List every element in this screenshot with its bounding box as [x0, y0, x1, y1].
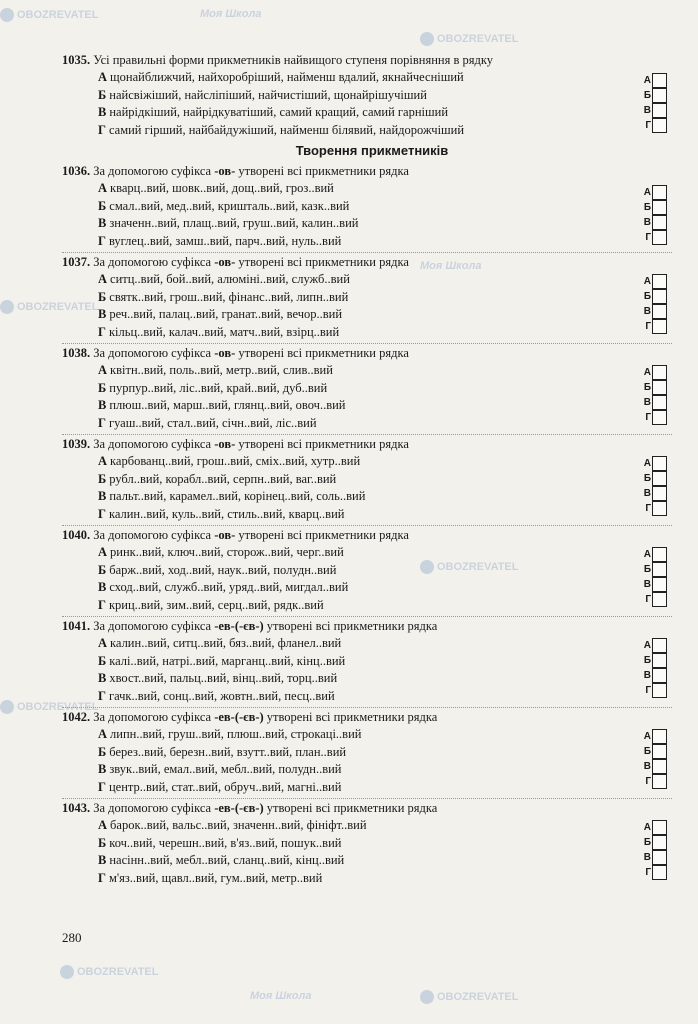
answer-boxes [637, 547, 667, 607]
watermark: OBOZREVATEL [420, 560, 518, 574]
answer-box-b[interactable]: Б [637, 653, 667, 668]
answer-box-a[interactable]: А [637, 547, 667, 562]
answer-box-a[interactable]: А [637, 73, 667, 88]
question-heading: 1036. За допомогою суфікса -ов- утворені всі прикметники рядка [62, 164, 409, 178]
question-1038 [62, 345, 672, 432]
watermark: OBOZREVATEL [0, 8, 98, 22]
answer-box-h[interactable]: Г [637, 410, 667, 425]
watermark-logo-icon [0, 8, 14, 22]
answer-box-a[interactable]: А [637, 185, 667, 200]
option-a: А липн..вий, груш..вий, плюш..вий, строкаці..вий [98, 727, 362, 741]
answer-box-b[interactable]: Б [637, 471, 667, 486]
answer-box-a[interactable]: А [637, 274, 667, 289]
answer-box-v[interactable]: В [637, 304, 667, 319]
answer-boxes [637, 73, 667, 133]
answer-box-h[interactable]: Г [637, 865, 667, 880]
watermark: Моя Школа [250, 990, 312, 1002]
option-v: В значенн..вий, плащ..вий, груш..вий, калин..вий [98, 216, 359, 230]
divider [62, 614, 672, 617]
option-v: В звук..вий, емал..вий, мебл..вий, полудн..вий [98, 762, 342, 776]
option-h: Г вуглец..вий, замш..вий, парч..вий, нуль..вий [98, 233, 342, 248]
option-b: Б коч..вий, черешн..вий, в'яз..вий, пошук..вий [98, 835, 342, 850]
question-1042 [62, 709, 672, 796]
answer-box-a[interactable]: А [637, 638, 667, 653]
answer-box-h[interactable]: Г [637, 118, 667, 133]
option-v: В плюш..вий, марш..вий, глянц..вий, овоч..вий [98, 398, 346, 412]
answer-box-v[interactable]: В [637, 103, 667, 118]
option-b: Б найсвіжіший, найсліпіший, найчистіший, щонайрішучіший [98, 87, 427, 102]
question-heading: 1040. За допомогою суфікса -ов- утворені всі прикметники рядка [62, 528, 409, 542]
option-v: В пальт..вий, карамел..вий, корінец..вий, соль..вий [98, 489, 366, 503]
answer-box-a[interactable]: А [637, 456, 667, 471]
option-a: А щонайближчий, найхоробріший, найменш вдалий, якнайчесніший [98, 70, 464, 84]
question-1040 [62, 527, 672, 614]
answer-box-h[interactable]: Г [637, 592, 667, 607]
option-a: А квітн..вий, поль..вий, метр..вий, слив..вий [98, 363, 333, 377]
option-b: Б калі..вий, натрі..вий, марганц..вий, кінц..вий [98, 653, 346, 668]
answer-box-v[interactable]: В [637, 668, 667, 683]
option-h: Г гачк..вий, сонц..вий, жовтн..вий, песц..вий [98, 688, 335, 703]
answer-boxes [637, 185, 667, 245]
divider [62, 705, 672, 708]
question-1035 [62, 52, 672, 139]
answer-boxes [637, 456, 667, 516]
answer-box-h[interactable]: Г [637, 683, 667, 698]
option-b: Б барж..вий, ход..вий, наук..вий, полудн..вий [98, 562, 337, 577]
question-heading: 1039. За допомогою суфікса -ов- утворені всі прикметники рядка [62, 437, 409, 451]
watermark-logo-icon [420, 32, 434, 46]
option-b: Б святк..вий, грош..вий, фінанс..вий, липн..вий [98, 289, 349, 304]
answer-box-v[interactable]: В [637, 395, 667, 410]
option-h: Г самий гірший, найбайдужіший, найменш білявий, найдорожчіший [98, 122, 465, 137]
question-heading: 1041. За допомогою суфікса -ев-(-єв-) утворені всі прикметники рядка [62, 619, 438, 633]
watermark: OBOZREVATEL [420, 32, 518, 46]
divider [62, 250, 672, 253]
answer-box-v[interactable]: В [637, 850, 667, 865]
exercise-list [62, 52, 672, 887]
answer-boxes [637, 274, 667, 334]
watermark: OBOZREVATEL [60, 965, 158, 979]
answer-box-v[interactable]: В [637, 215, 667, 230]
divider [62, 796, 672, 799]
option-h: Г центр..вий, стат..вий, обруч..вий, магні..вий [98, 779, 342, 794]
question-1036 [62, 163, 672, 250]
section-title: Творення прикметників [295, 143, 449, 158]
answer-box-h[interactable]: Г [637, 230, 667, 245]
option-h: Г гуаш..вий, стал..вий, січн..вий, ліс..вий [98, 415, 317, 430]
watermark-logo-icon [60, 965, 74, 979]
watermark: Моя Школа [200, 8, 262, 20]
option-a: А барок..вий, вальс..вий, значенн..вий, фініфт..вий [98, 818, 367, 832]
question-heading: 1037. За допомогою суфікса -ов- утворені всі прикметники рядка [62, 255, 409, 269]
option-a: А кварц..вий, шовк..вий, дощ..вий, гроз..вий [98, 181, 334, 195]
question-heading: 1042. За допомогою суфікса -ев-(-єв-) утворені всі прикметники рядка [62, 710, 438, 724]
answer-box-b[interactable]: Б [637, 380, 667, 395]
answer-box-b[interactable]: Б [637, 562, 667, 577]
option-v: В найрідкіший, найрідкуватіший, самий кращий, самий гарніший [98, 105, 449, 119]
option-v: В реч..вий, палац..вий, гранат..вий, вечор..вий [98, 307, 343, 321]
question-heading: 1038. За допомогою суфікса -ов- утворені всі прикметники рядка [62, 346, 409, 360]
option-v: В сход..вий, служб..вий, уряд..вий, мигдал..вий [98, 580, 349, 594]
question-1037 [62, 254, 672, 341]
option-h: Г калин..вий, куль..вий, стиль..вий, кварц..вий [98, 506, 345, 521]
question-1039 [62, 436, 672, 523]
option-a: А ситц..вий, бой..вий, алюміні..вий, служб..вий [98, 272, 350, 286]
watermark-logo-icon [0, 700, 14, 714]
option-b: Б пурпур..вий, ліс..вий, край..вий, дуб..вий [98, 380, 328, 395]
watermark-logo-icon [0, 300, 14, 314]
answer-box-h[interactable]: Г [637, 774, 667, 789]
answer-box-v[interactable]: В [637, 577, 667, 592]
answer-box-v[interactable]: В [637, 759, 667, 774]
option-b: Б берез..вий, березн..вий, взутт..вий, план..вий [98, 744, 347, 759]
divider [62, 523, 672, 526]
watermark: OBOZREVATEL [0, 700, 98, 714]
answer-box-h[interactable]: Г [637, 319, 667, 334]
page-number: 280 [62, 930, 82, 945]
answer-box-v[interactable]: В [637, 486, 667, 501]
divider [62, 432, 672, 435]
divider [62, 341, 672, 344]
answer-box-b[interactable]: Б [637, 200, 667, 215]
option-a: А карбованц..вий, грош..вий, сміх..вий, хутр..вий [98, 454, 361, 468]
watermark: OBOZREVATEL [420, 990, 518, 1004]
option-h: Г криц..вий, зим..вий, серц..вий, рядк..вий [98, 597, 324, 612]
question-heading: 1043. За допомогою суфікса -ев-(-єв-) утворені всі прикметники рядка [62, 801, 438, 815]
answer-boxes [637, 638, 667, 698]
option-b: Б рубл..вий, корабл..вий, серпн..вий, ваг..вий [98, 471, 337, 486]
answer-box-a[interactable]: А [637, 729, 667, 744]
answer-box-b[interactable]: Б [637, 835, 667, 850]
option-b: Б смал..вий, мед..вий, кришталь..вий, казк..вий [98, 198, 350, 213]
watermark: Моя Школа [420, 260, 482, 272]
question-1041 [62, 618, 672, 705]
option-v: В хвост..вий, пальц..вий, вінц..вий, торц..вий [98, 671, 338, 685]
answer-boxes [637, 365, 667, 425]
answer-box-a[interactable]: А [637, 820, 667, 835]
question-1043 [62, 800, 672, 887]
question-heading: 1035. Усі правильні форми прикметників найвищого ступеня порівняння в рядку [62, 53, 494, 67]
option-a: А ринк..вий, ключ..вий, сторож..вий, черг..вий [98, 545, 344, 559]
answer-boxes [637, 729, 667, 789]
answer-boxes [637, 820, 667, 880]
answer-box-b[interactable]: Б [637, 744, 667, 759]
answer-box-b[interactable]: Б [637, 88, 667, 103]
option-a: А калин..вий, ситц..вий, бяз..вий, фланел..вий [98, 636, 342, 650]
answer-box-h[interactable]: Г [637, 501, 667, 516]
answer-box-b[interactable]: Б [637, 289, 667, 304]
option-h: Г кільц..вий, калач..вий, матч..вий, взірц..вий [98, 324, 340, 339]
answer-box-a[interactable]: А [637, 365, 667, 380]
option-h: Г м'яз..вий, щавл..вий, гум..вий, метр..вий [98, 870, 323, 885]
option-v: В насінн..вий, мебл..вий, сланц..вий, кінц..вий [98, 853, 345, 867]
watermark: OBOZREVATEL [0, 300, 98, 314]
watermark-logo-icon [420, 990, 434, 1004]
